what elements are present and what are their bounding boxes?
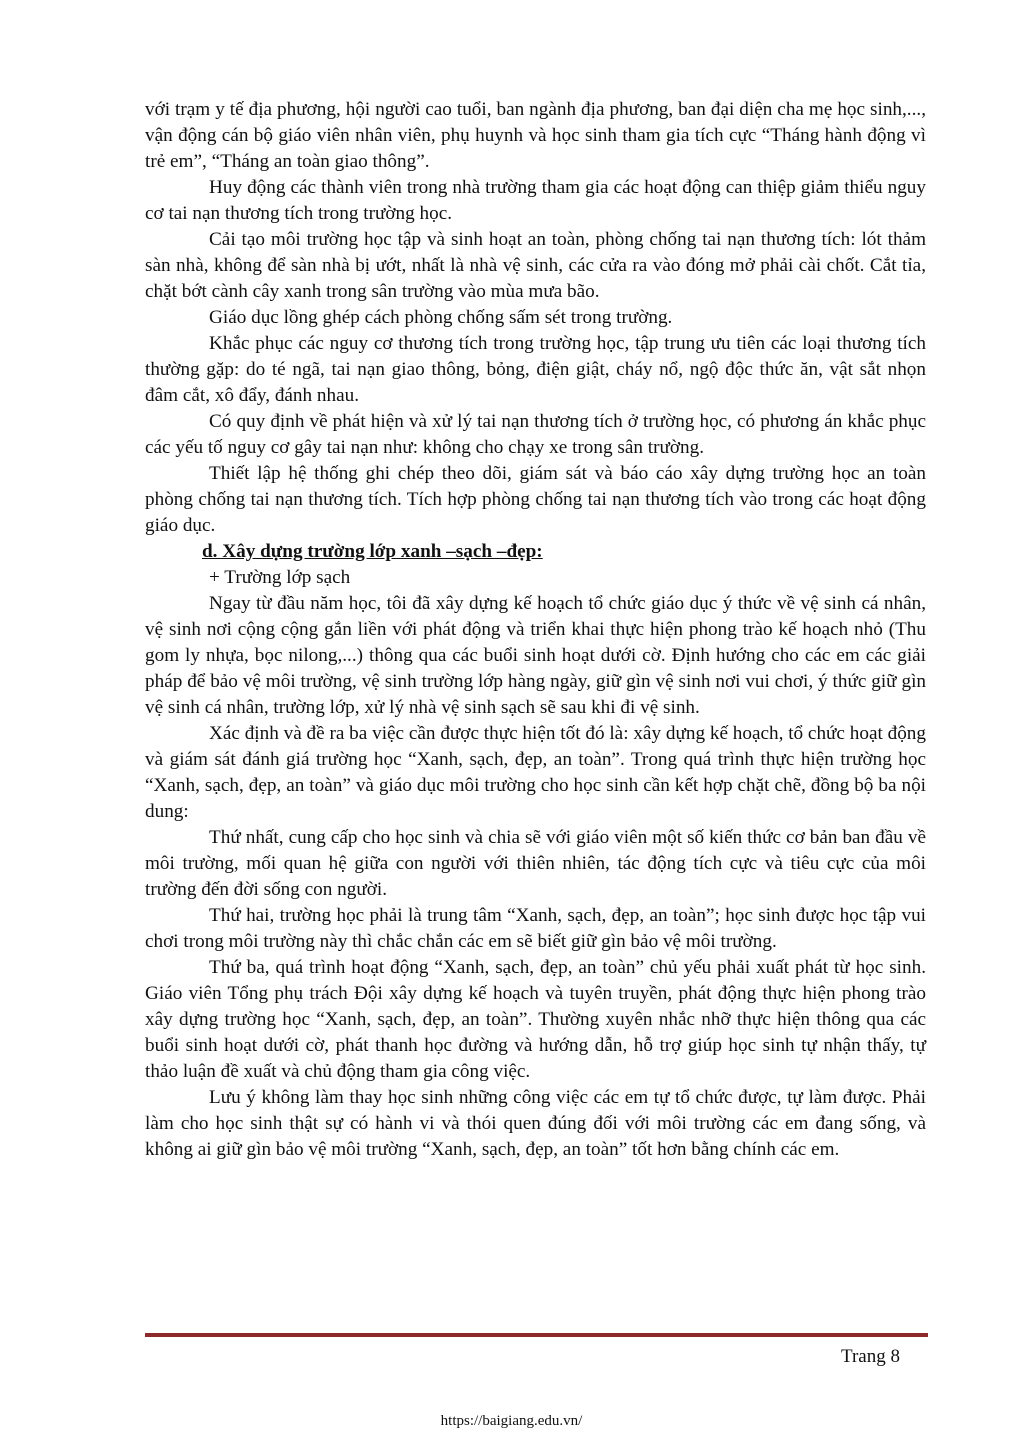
paragraph: Thứ hai, trường học phải là trung tâm “Xanh, sạch, đẹp, an toàn”; học sinh được học tập vui chơi trong môi trường này thì chắc chắn các em sẽ biết giữ gìn bảo vệ môi trường. — [145, 905, 926, 952]
paragraph: Xác định và đề ra ba việc cần được thực hiện tốt đó là: xây dựng kế hoạch, tổ chức hoạt động và giám sát đánh giá trường học “Xanh, sạch, đẹp, an toàn”. Trong quá trình thực hiện trường học “Xanh, sạch, đẹp, an toàn” và giáo dục môi trường cho học sinh cần kết hợp chặt chẽ, đồng bộ ba nội dung: — [145, 723, 926, 822]
paragraph: Thiết lập hệ thống ghi chép theo dõi, giám sát và báo cáo xây dựng trường học an toàn phòng chống tai nạn thương tích. Tích hợp phòng chống tai nạn thương tích vào trong các hoạt động giáo dục. — [145, 463, 926, 536]
paragraph: Có quy định về phát hiện và xử lý tai nạn thương tích ở trường học, có phương án khắc phục các yếu tố nguy cơ gây tai nạn như: không cho chạy xe trong sân trường. — [145, 411, 926, 458]
paragraph: Thứ ba, quá trình hoạt động “Xanh, sạch, đẹp, an toàn” chủ yếu phải xuất phát từ học sinh. Giáo viên Tổng phụ trách Đội xây dựng kế hoạch và tuyên truyền, phát động thực hiện phong trào xây dựng trường học “Xanh, sạch, đẹp, an toàn”. Thường xuyên nhắc nhỡ thực hiện thông qua các buổi sinh hoạt dưới cờ, phát thanh học đường và hướng dẫn, hỗ trợ giúp học sinh tự nhận thấy, tự thảo luận đề xuất và chủ động tham gia công việc. — [145, 957, 926, 1082]
page-number: Trang 8 — [841, 1346, 900, 1367]
source-url: https://baigiang.edu.vn/ — [440, 1413, 583, 1429]
page-body — [145, 97, 926, 1163]
paragraph: với trạm y tế địa phương, hội người cao tuổi, ban ngành địa phương, ban đại diện cha mẹ học sinh,..., vận động cán bộ giáo viên nhân viên, phụ huynh và học sinh tham gia tích cực “Tháng hành động vì trẻ em”, “Tháng an toàn giao thông”. — [145, 99, 926, 172]
paragraph: Khắc phục các nguy cơ thương tích trong trường học, tập trung ưu tiên các loại thương tích thường gặp: do té ngã, tai nạn giao thông, bỏng, điện giật, cháy nổ, ngộ độc thức ăn, vật sắt nhọn đâm cắt, xô đẩy, đánh nhau. — [145, 333, 926, 406]
paragraph: Giáo dục lồng ghép cách phòng chống sấm sét trong trường. — [209, 307, 673, 328]
paragraph: Ngay từ đầu năm học, tôi đã xây dựng kế hoạch tổ chức giáo dục ý thức về vệ sinh cá nhân, vệ sinh nơi cộng cộng gắn liền với phát động và triển khai thực hiện phong trào kế hoạch nhỏ (Thu gom ly nhựa, bọc nilong,...) thông qua các buổi sinh hoạt dưới cờ. Định hướng cho các em các giải pháp để bảo vệ môi trường, vệ sinh trường lớp hàng ngày, giữ gìn vệ sinh nơi vui chơi, ý thức giữ gìn vệ sinh cá nhân, trường lớp, xử lý nhà vệ sinh sạch sẽ sau khi đi vệ sinh. — [145, 593, 926, 718]
paragraph: Cải tạo môi trường học tập và sinh hoạt an toàn, phòng chống tai nạn thương tích: lót thảm sàn nhà, không để sàn nhà bị ướt, nhất là nhà vệ sinh, các cửa ra vào đóng mở phải cài chốt. Cắt tỉa, chặt bớt cành cây xanh trong sân trường vào mùa mưa bão. — [145, 229, 926, 302]
paragraph: Thứ nhất, cung cấp cho học sinh và chia sẽ với giáo viên một số kiến thức cơ bản ban đầu về môi trường, mối quan hệ giữa con người với thiên nhiên, tác động tích cực và tiêu cực của môi trường đến đời sống con người. — [145, 827, 926, 900]
paragraph: Huy động các thành viên trong nhà trường tham gia các hoạt động can thiệp giảm thiểu nguy cơ tai nạn thương tích trong trường học. — [145, 177, 926, 224]
paragraph: Lưu ý không làm thay học sinh những công việc các em tự tổ chức được, tự làm được. Phải làm cho học sinh thật sự có hành vi và thói quen đúng đối với môi trường các em đang sống, và không ai giữ gìn bảo vệ môi trường “Xanh, sạch, đẹp, an toàn” tốt hơn bằng chính các em. — [145, 1087, 926, 1160]
subheading: + Trường lớp sạch — [209, 567, 351, 588]
footer-divider — [145, 1333, 928, 1337]
section-heading: d. Xây dựng trường lớp xanh –sạch –đẹp: — [202, 541, 543, 562]
